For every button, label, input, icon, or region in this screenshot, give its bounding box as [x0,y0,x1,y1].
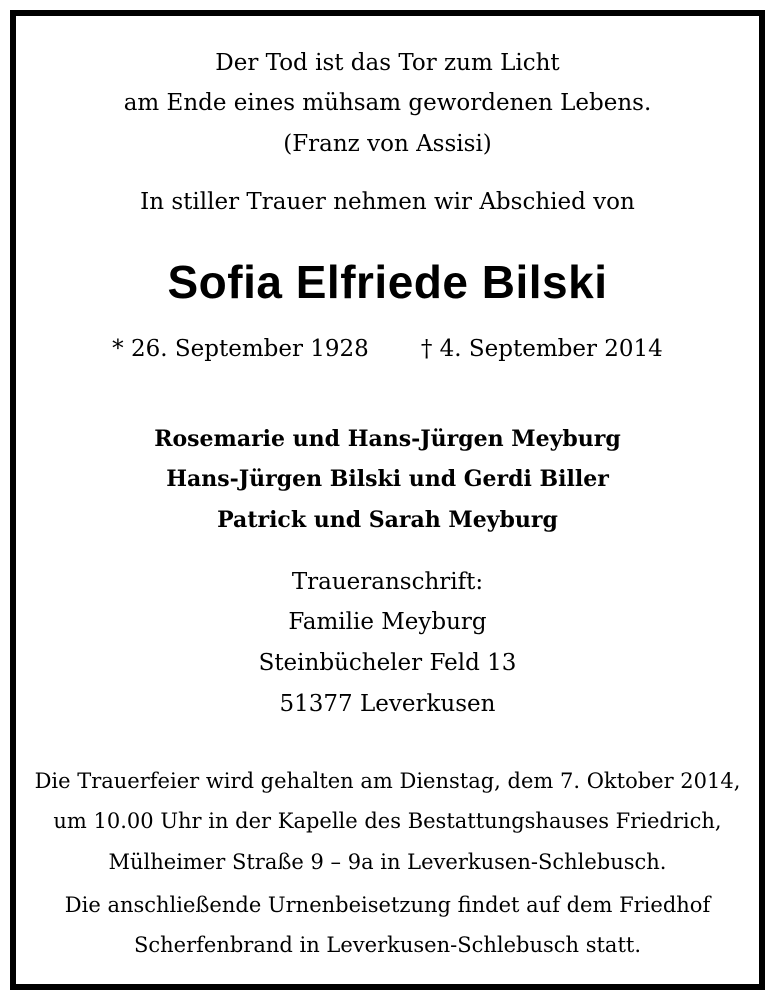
mourner-line: Patrick und Sarah Meyburg [217,507,558,533]
mourner-line: Hans-Jürgen Bilski und Gerdi Biller [166,466,609,492]
service-line-3: Mülheimer Straße 9 – 9a in Leverkusen-Schlebusch. [108,850,667,874]
quote-line-1: Der Tod ist das Tor zum Licht [215,50,560,76]
mourner-line: Rosemarie und Hans-Jürgen Meyburg [154,426,621,452]
service-line-1: Die Trauerfeier wird gehalten am Dienstag, dem 7. Oktober 2014, [34,769,741,793]
burial-line-2: Scherfenbrand in Leverkusen-Schlebusch statt. [133,933,641,957]
address-family: Familie Meyburg [288,609,487,635]
birth-date: * 26. September 1928 [112,336,369,362]
intro-text: In stiller Trauer nehmen wir Abschied von [140,189,635,215]
deceased-name: Sofia Elfriede Bilski [167,256,608,308]
death-date: † 4. September 2014 [420,336,663,362]
address-street: Steinbücheler Feld 13 [258,650,517,676]
address-city: 51377 Leverkusen [279,691,496,717]
life-dates [16,334,759,364]
address-heading: Traueranschrift: [291,569,484,595]
obituary-notice [10,10,765,990]
quote-line-2: am Ende eines mühsam gewordenen Lebens. [123,90,652,116]
burial-line-1: Die anschließende Urnenbeisetzung findet auf dem Friedhof [64,893,711,917]
quote-author: (Franz von Assisi) [283,131,492,157]
service-line-2: um 10.00 Uhr in der Kapelle des Bestattungshauses Friedrich, [53,809,722,833]
